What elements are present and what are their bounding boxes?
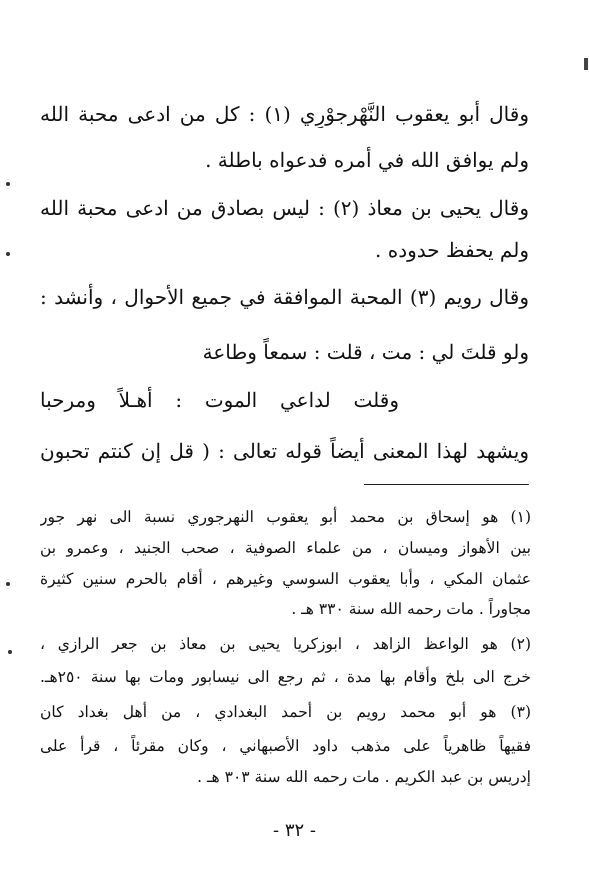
footnote-line: فقيهاً ظاهرياً على مذهب داود الأصبهاني ، وكان مقرئاً ، قرأ على (40, 737, 531, 755)
footnote-line: (٢) هو الواعظ الزاهد ، ابوزكريا يحيى بن معاذ بن جعر الرازي ، (40, 635, 531, 653)
footnote-line: (٣) هو أبو محمد رويم بن أحمد البغدادي ، من أهل بغداد كان (40, 703, 531, 721)
page-edge-mark (584, 58, 588, 70)
page-number: - ٣٢ - (273, 820, 316, 841)
body-line: وقال رويم (٣) المحبة الموافقة في جميع الأحوال ، وأنشد : (40, 285, 529, 309)
body-line: ولم يحفظ حدوده . (375, 238, 529, 262)
footnote-line: مجاوراً . مات رحمه الله سنة ٣٣٠ هـ . (291, 600, 531, 618)
body-line: وقال يحيى بن معاذ (٢) : ليس بصادق من ادعى محبة الله (40, 196, 529, 220)
footnote-line: عثمان المكي ، وأبا يعقوب السوسي وغيرهم ، أقام بالحرم سنين كثيرة (40, 570, 531, 588)
scan-mark (8, 650, 12, 654)
body-line: ويشهد لهذا المعنى أيضاً قوله تعالى : ( قل إن كنتم تحبون (40, 439, 529, 463)
body-line: وقال أبو يعقوب النَّهْرجوْرِي (١) : كل من ادعى محبة الله (40, 102, 529, 126)
verse-line: وقلت لداعي الموت : أهـلاً ومرحبا (40, 388, 399, 412)
footnote-line: بين الأهواز وميسان ، من علماء الصوفية ، صحب الجنيد ، وعمرو بن (40, 539, 531, 557)
verse-line: ولو قلتَ لي : مت ، قلت : سمعاً وطاعة (202, 340, 529, 364)
scan-mark (6, 582, 10, 586)
body-line: ولم يوافق الله في أمره فدعواه باطلة . (205, 148, 529, 172)
footnote-line: خرج الى بلخ وأقام بها مدة ، ثم رجع الى نيسابور ومات بها سنة ٢٥٠هـ. (40, 668, 531, 686)
scan-mark (6, 252, 10, 256)
footnote-separator (364, 484, 529, 485)
footnote-line: إدريس بن عبد الكريم . مات رحمه الله سنة ٣٠٣ هـ . (197, 768, 531, 786)
footnote-line: (١) هو إسحاق بن محمد أبو يعقوب النهرجوري نسبة الى نهر جور (40, 508, 531, 526)
scan-mark (6, 182, 10, 186)
